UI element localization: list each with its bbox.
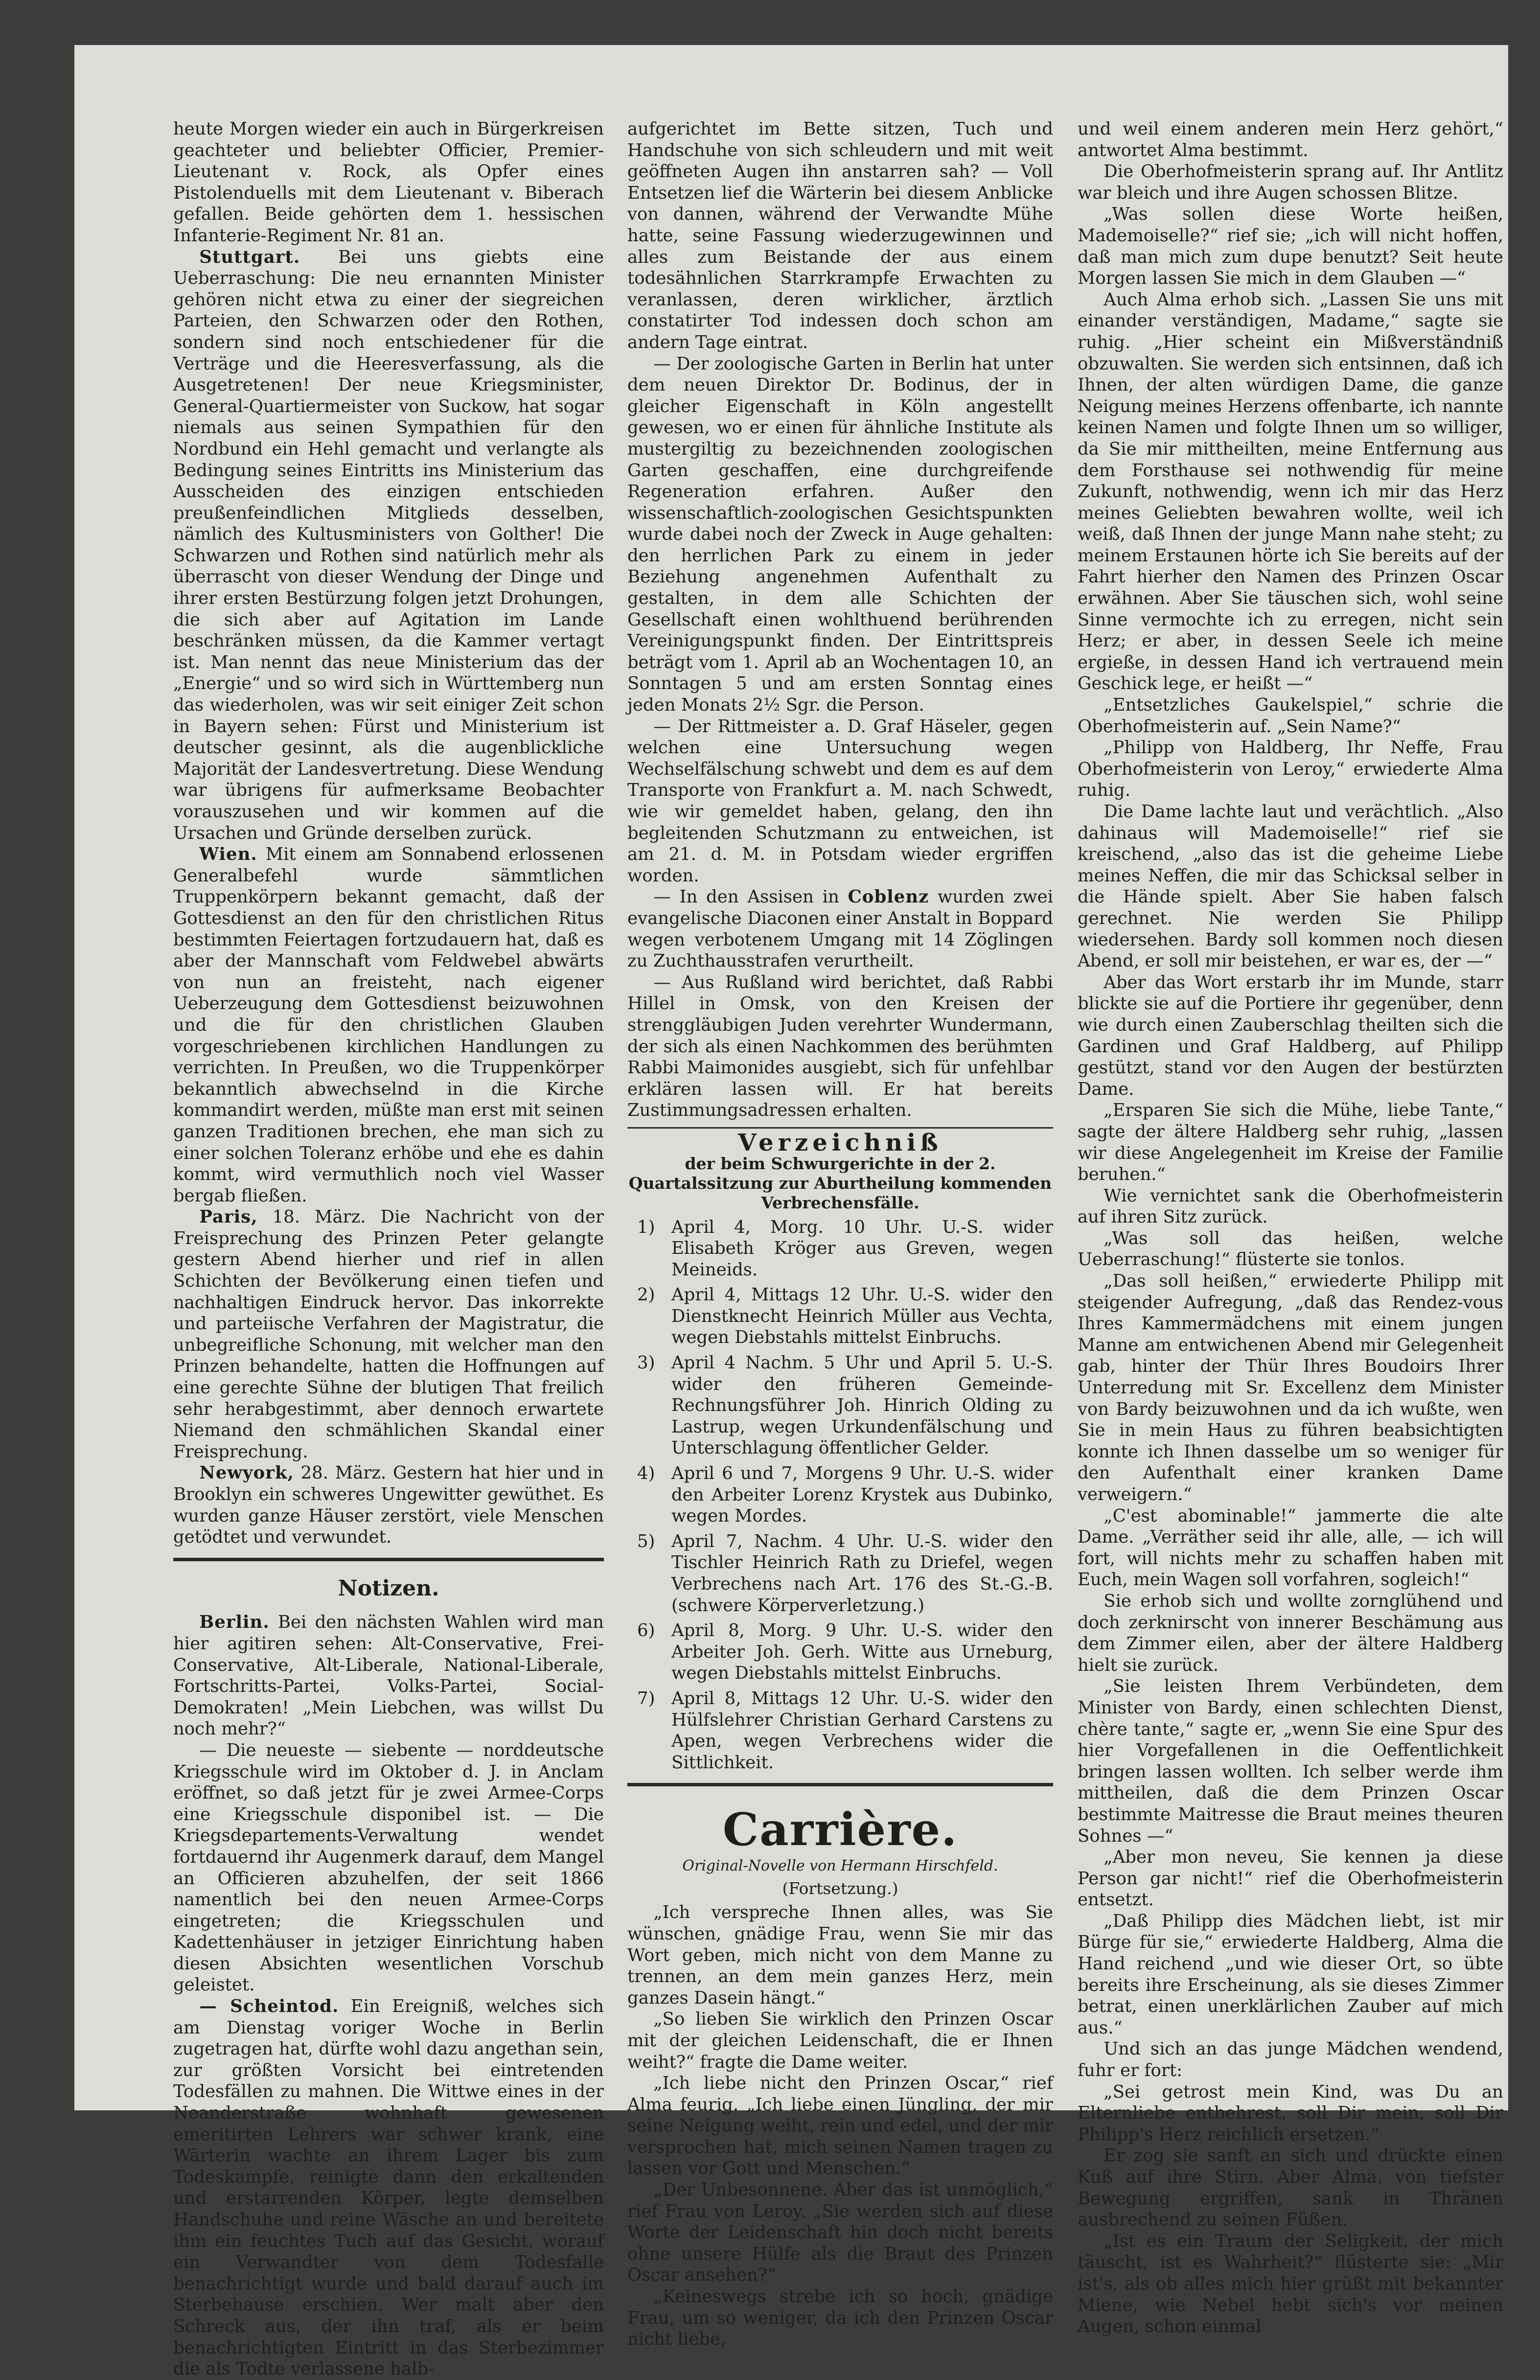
novel-paragraph: „Aber mon neveu, Sie kennen ja diese Person gar nicht!“ rief die Oberhofmeisterin entsetzt.: [1078, 1847, 1503, 1910]
list-item-text: April 4, Morg. 10 Uhr. U.-S. wider Elisabeth Kröger aus Greven, wegen Meineids.: [671, 1217, 1053, 1280]
text-wien: Mit einem am Sonnabend erlossenen Generalbefehl wurde sämmtlichen Truppenkörpern bekannt gemacht, daß der Gottesdienst an den für den christlichen Ritus bestimmten Feiertagen fortzudauern hat, daß es aber der Mannschaft vom Feldwebel abwärts von nun an freisteht, nach eigener Ueberzeugung dem Gottesdienst beizuwohnen und die für den christlichen Glauben vorgeschriebenen kirchlichen Handlungen zu verrichten. In Preußen, wo die Truppenkörper bekanntlich abwechselnd in die Kirche kommandirt werden, müßte man erst mit seinen ganzen Traditionen brechen, ehe man sich zu einer solchen Toleranz erhöbe und ehe es dahin kommt, wird vermuthlich noch viel Wasser bergab fließen.: [173, 844, 604, 1206]
novel-paragraph: „Der Unbesonnene. Aber das ist unmöglich,“ rief Frau von Leroy. „Sie werden sich auf diese Worte der Leidenschaft hin doch nicht bereits ohne unsere Hülfe als die Braut des Prinzen Oscar ansehen?“: [627, 2180, 1053, 2286]
list-item-text: April 4 Nachm. 5 Uhr und April 5. U.-S. wider den früheren Gemeinde-Rechnungsführer Joh. Hinrich Olding zu Lastrup, wegen Urkundenfälschung und Unterschlagung öffentlicher Gelder.: [671, 1353, 1053, 1458]
text-paris: 18. März. Die Nachricht von der Freisprechung des Prinzen Peter gelangte gestern Abend hierher und rief in allen Schichten der Bevölkerung einen tiefen und nachhaltigen Eindruck hervor. Das inkorrekte und parteiische Verfahren der Magistratur, die unbegreifliche Schonung, mit welcher man den Prinzen behandelte, hatten die Hoffnungen auf eine gerechte Sühne der blutigen That freilich sehr herabgestimmt, aber dennoch erwartete Niemand den schmählichen Skandal einer Freisprechung.: [173, 1207, 604, 1462]
newspaper-page: [74, 45, 1508, 2380]
list-item: [627, 1688, 1053, 1773]
paragraph-scheintod: [173, 1996, 604, 2380]
list-item-text: April 4, Mittags 12 Uhr. U.-S. wider den Dienstknecht Heinrich Müller aus Vechta, wegen Diebstahls mittelst Einbruchs.: [671, 1285, 1053, 1348]
list-item-text: April 7, Nachm. 4 Uhr. U.-S. wider den Tischler Heinrich Rath zu Driefel, wegen Verbrechens nach Art. 176 des St.-G.-B. (schwere Körperverletzung.): [671, 1531, 1053, 1616]
dateline-paris: Paris,: [199, 1207, 258, 1227]
list-item-number: 6): [637, 1620, 655, 1641]
novel-title: Carrière.: [722, 1803, 958, 1856]
novel-paragraph: „Ersparen Sie sich die Mühe, liebe Tante,“ sagte der ältere Haldberg sehr ruhig, „lassen wir diese Angelegenheit im Kreise der Familie beruhen.“: [1078, 1100, 1503, 1185]
novel-continuation-note: (Fortsetzung.): [782, 1879, 898, 1898]
novel-paragraph: „Was sollen diese Worte heißen, Mademoiselle?“ rief sie; „ich will nicht hoffen, daß man mich zum dupe benutzt? Seit heute Morgen lassen Sie mich in dem Glauben —“: [1078, 204, 1503, 289]
paragraph-haeseler: — Der Rittmeister a. D. Graf Häseler, gegen welchen eine Untersuchung wegen Wechselfälschung schwebt und dem es auf dem Transporte von Frankfurt a. M. nach Schwedt, wie wir gemeldet haben, gelang, den ihn begleitenden Schutzmann zu entweichen, ist am 21. d. M. in Potsdam wieder ergriffen worden.: [627, 716, 1053, 886]
list-item-number: 5): [637, 1531, 655, 1551]
paragraph-zoo: — Der zoologische Garten in Berlin hat unter dem neuen Direktor Dr. Bodinus, der in gleicher Eigenschaft in Köln angestellt gewesen, wo er einen für ähnliche Institute als mustergiltig zu bezeichnenden zoologischen Garten geschaffen, eine durchgreifende Regeneration erfahren. Außer den wissenschaftlich-zoologischen Gesichtspunkten wurde dabei noch der Zweck in Auge gehalten: den herrlichen Park zu einem in jeder Beziehung angenehmen Aufenthalt zu gestalten, in dem alle Schichten der Gesellschaft einen wohlthuend berührenden Vereinigungspunkt finden. Der Eintrittspreis beträgt vom 1. April ab an Wochentagen 10, an Sonntagen 5 und am ersten Sonntag eines jeden Monats 2½ Sgr. die Person.: [627, 353, 1053, 716]
list-item-number: 1): [637, 1217, 655, 1237]
paragraph-omsk: — Aus Rußland wird berichtet, daß Rabbi Hillel in Omsk, von den Kreisen der strenggläubigen Juden verehrter Wundermann, der sich als einen Nachkommen des berühmten Rabbi Maimonides ausgiebt, sich für unfehlbar erklären lassen will. Er hat bereits Zustimmungsadressen erhalten.: [627, 972, 1053, 1121]
novel-paragraph: „Daß Philipp dies Mädchen liebt, ist mir Bürge für sie,“ erwiederte Haldberg, Alma die Hand reichend „und wie dieser Ort, so übte bereits ihre Erscheinung, als sie dieses Zimmer betrat, einen unerklärlichen Zauber auf mich aus.“: [1078, 1911, 1503, 2038]
novel-paragraph: „Sei getrost mein Kind, was Du an Elternliebe entbehrest, soll Dir mein, soll Dir Philipp's Herz reichlich ersetzen.“: [1078, 2081, 1503, 2145]
paragraph-duel: heute Morgen wieder ein auch in Bürgerkreisen geachteter und beliebter Officier, Premier-Lieutenant v. Rock, als Opfer eines Pistolenduells mit dem Lieutenant v. Biberach gefallen. Beide gehörten dem 1. hessischen Infanterie-Regiment Nr. 81 an.: [173, 119, 604, 246]
list-item-text: April 6 und 7, Morgens 9 Uhr. U.-S. wider den Arbeiter Lorenz Krystek aus Dubinko, wegen Mordes.: [671, 1463, 1053, 1526]
paragraph-scheintod-continued: aufgerichtet im Bette sitzen, Tuch und Handschuhe von sich schleudern und mit weit geöffneten Augen ihn anstarren sah? — Voll Entsetzen lief die Wärterin bei diesem Anblicke von dannen, während der Verwandte Mühe hatte, seine Fassung wiederzugewinnen und alles zum Beistande der aus einem todesähnlichen Starrkrampfe Erwachten zu veranlassen, deren wirklicher, ärztlich constatirter Tod indessen doch schon am andern Tage eintrat.: [627, 119, 1053, 352]
list-item-number: 4): [637, 1463, 655, 1484]
dateline-newyork: Newyork,: [199, 1463, 294, 1483]
list-item: [627, 1620, 1053, 1684]
paragraph-kriegsschule: — Die neueste — siebente — norddeutsche Kriegsschule wird im Oktober d. J. in Anclam eröffnet, so daß jetzt für je zwei Armee-Corps eine Kriegsschule disponibel ist. — Die Kriegsdepartements-Verwaltung wendet fortdauernd ihr Augenmerk darauf, dem Mangel an Officieren abzuhelfen, der seit 1866 namentlich bei den neuen Armee-Corps eingetreten; die Kriegsschulen und Kadettenhäuser in jetziger Einrichtung haben diesen Absichten wesentlichen Vorschub geleistet.: [173, 1740, 604, 1995]
text-coblenz: wurden zwei evangelische Diaconen einer Anstalt in Boppard wegen verbotenem Umgang mit 14 Zöglingen zu Zuchthausstrafen verurtheilt.: [627, 887, 1053, 971]
text-berlin: Bei den nächsten Wahlen wird man hier agitiren sehen: Alt-Conservative, Frei-Conservative, Alt-Liberale, National-Liberale, Fortschritts-Partei, Volks-Partei, Social-Demokraten! „Mein Liebchen, was willst Du noch mehr?“: [173, 1612, 604, 1739]
dateline-scheintod: — Scheintod.: [199, 1996, 339, 2017]
section-divider: [173, 1558, 604, 1561]
novel-paragraph: und weil einem anderen mein Herz gehört,“ antwortet Alma bestimmt.: [1078, 119, 1503, 161]
novel-paragraph: „Ist es ein Traum der Seligkeit, der mich täuscht, ist es Wahrheit?“ flüsterte sie: „Mir ist's, als ob alles mich hier grüßt mit bekannter Miene, wie Nebel hebt sich's vor meinen Augen, schon einmal: [1078, 2231, 1503, 2337]
list-title-verzeichniss: Verzeichniß: [738, 1129, 942, 1156]
novel-paragraph: Und sich an das junge Mädchen wendend, fuhr er fort:: [1078, 2039, 1503, 2081]
list-item: [627, 1463, 1053, 1527]
list-item: [627, 1284, 1053, 1348]
novel-paragraph: Die Dame lachte laut und verächtlich. „Also dahinaus will Mademoiselle!“ rief sie kreischend, „also das ist die geheime Liebe meines Neffen, die mir das Schicksal selber in die Hände spielt. Aber Sie haben falsch gerechnet. Nie werden Sie Philipp wiedersehen. Bardy soll kommen noch diesen Abend, er soll mir beistehen, er war es, der —“: [1078, 802, 1503, 971]
dateline-coblenz: Coblenz: [848, 887, 929, 907]
list-item-number: 7): [637, 1688, 655, 1709]
paragraph-paris: [173, 1206, 604, 1462]
paragraph-stuttgart: [173, 247, 604, 844]
novel-paragraph: „So lieben Sie wirklich den Prinzen Oscar mit der gleichen Leidenschaft, die er Ihnen weiht?“ fragte die Dame weiter.: [627, 2009, 1053, 2072]
novel-paragraph: Sie erhob sich und wollte zornglühend und doch zerknirscht von innerer Beschämung aus dem Zimmer eilen, aber der ältere Haldberg hielt sie zurück.: [1078, 1591, 1503, 1675]
text-stuttgart: Bei uns giebts eine Ueberraschung: Die neu ernannten Minister gehören nicht etwa zu einer der siegreichen Parteien, den Schwarzen oder den Rothen, sondern sind noch entschiedener für die Verträge und die Heeresverfassung, als die Ausgetretenen! Der neue Kriegsminister, General-Quartiermeister von Suckow, hat sogar niemals aus seinen Sympathien für den Nordbund ein Hehl gemacht und verlangte als Bedingung seines Eintritts ins Ministerium das Ausscheiden des einzigen entschieden preußenfeindlichen Mitglieds desselben, nämlich des Kultusministers von Golther! Die Schwarzen und Rothen sind natürlich mehr als überrascht von dieser Wendung der Dinge und ihrer ersten Bestürzung folgen jetzt Drohungen, die sich aber auf Agitation im Lande beschränken müssen, da die Kammer vertagt ist. Man nennt das neue Ministerium das der „Energie“ und so wird sich in Württemberg nun das wiederholen, was wir seit einiger Zeit schon in Bayern sehen: Fürst und Ministerium ist deutscher gesinnt, als die augenblickliche Majorität der Landesvertretung. Diese Wendung war übrigens für aufmerksame Beobachter vorauszusehen und wir kommen auf die Ursachen und Gründe derselben zurück.: [173, 247, 604, 843]
dateline-stuttgart: Stuttgart.: [199, 247, 300, 267]
novel-paragraph: Die Oberhofmeisterin sprang auf. Ihr Antlitz war bleich und ihre Augen schossen Blitze.: [1078, 162, 1503, 203]
column-left: [173, 118, 604, 2380]
paragraph-coblenz: [627, 886, 1053, 971]
list-item-number: 2): [637, 1285, 655, 1305]
text-newyork: 28. März. Gestern hat hier und in Brooklyn ein schweres Ungewitter gewüthet. Es wurden ganze Häuser zerstört, viele Menschen getödtet und verwundet.: [173, 1463, 604, 1548]
novel-paragraph: „Philipp von Haldberg, Ihr Neffe, Frau Oberhofmeisterin von Leroy,“ erwiederte Alma ruhig.: [1078, 738, 1503, 801]
novel-paragraph: Wie vernichtet sank die Oberhofmeisterin auf ihren Sitz zurück.: [1078, 1185, 1503, 1227]
list-item-text: April 8, Mittags 12 Uhr. U.-S. wider den Hülfslehrer Christian Gerhard Carstens zu Apen, wegen Verbrechens wider die Sittlichkeit.: [671, 1688, 1053, 1773]
novel-paragraph: „Ich verspreche Ihnen alles, was Sie wünschen, gnädige Frau, wenn Sie mir das Wort geben, mich nicht von dem Manne zu trennen, an dem mein ganzes Herz, mein ganzes Dasein hängt.“: [627, 1902, 1053, 2008]
list-item: [627, 1217, 1053, 1281]
list-item-text: April 8, Morg. 9 Uhr. U.-S. wider den Arbeiter Joh. Gerh. Witte aus Urneburg, wegen Diebstahls mittelst Einbruchs.: [671, 1620, 1053, 1684]
paragraph-berlin: [173, 1612, 604, 1740]
novel-paragraph: „Ich liebe nicht den Prinzen Oscar,“ rief Alma feurig. „Ich liebe einen Jüngling, der mir seine Neigung weiht, rein und edel, und der mir versprochen hat, mich seinen Namen tragen zu lassen vor Gott und Menschen.“: [627, 2073, 1053, 2179]
novel-paragraph: „Das soll heißen,“ erwiederte Philipp mit steigender Aufregung, „daß das Rendez-vous Ihres Kammermädchens mit einem jungen Manne am entwichenen Abend mir Gelegenheit gab, hinter der Thür Ihres Boudoirs Ihrer Unterredung mit Sr. Excellenz dem Minister von Bardy beizuwohnen und da ich wußte, wen Sie in mein Haus zu führen beabsichtigten konnte ich Ihnen dasselbe um so weniger für den Aufenthalt einer kranken Dame verweigern.“: [1078, 1271, 1503, 1504]
text-scheintod: Ein Ereigniß, welches sich am Dienstag voriger Woche in Berlin zugetragen hat, dürfte wohl dazu angethan sein, zur größten Vorsicht bei eintretenden Todesfällen zu mahnen. Die Wittwe eines in der Neanderstraße wohnhaft gewesenen emeritirten Lehrers war schwer krank, eine Wärterin wachte an ihrem Lager bis zum Todeskampfe, reinigte dann den erkaltenden und erstarrenden Körper, legte demselben Handschuhe und reine Wäsche an und bereitete ihm ein feuchtes Tuch auf das Gesicht, worauf ein Verwandter von dem Todesfalle benachrichtigt wurde und bald darauf auch im Sterbehause erschien. Wer malt aber den Schreck aus, der ihn traf, als er beim benachrichtigten Eintritt in das Sterbezimmer die als Todte verlassene halb-: [173, 1996, 604, 2380]
list-subtitle: der beim Schwurgerichte in der 2. Quartalssitzung zur Aburtheilung kommenden Verbrechensfälle.: [628, 1154, 1052, 1212]
section-title-notizen: Notizen.: [338, 1575, 439, 1601]
paragraph-wien: [173, 844, 604, 1206]
list-divider: [627, 1127, 1053, 1129]
novel-paragraph: „Keineswegs strebe ich so hoch, gnädige Frau, um so weniger, da ich den Prinzen Oscar nicht liebe,: [627, 2287, 1053, 2350]
dateline-berlin: Berlin.: [199, 1612, 270, 1633]
novel-paragraph: Aber das Wort erstarb ihr im Munde, starr blickte sie auf die Portiere ihr gegenüber, denn wie durch einen Zauberschlag theilten sich die Gardinen und Graf Haldberg, auf Philipp gestützt, stand vor den Augen der bestürzten Dame.: [1078, 972, 1503, 1099]
list-item: [627, 1352, 1053, 1459]
novel-divider: [627, 1783, 1053, 1786]
novel-paragraph: „Entsetzliches Gaukelspiel,“ schrie die Oberhofmeisterin auf. „Sein Name?“: [1078, 695, 1503, 737]
novel-paragraph: „Sie leisten Ihrem Verbündeten, dem Minister von Bardy, einen schlechten Dienst, chère tante,“ sagte er, „wenn Sie eine Spur des hier Vorgefallenen in die Oeffentlichkeit bringen lassen wollten. Ich selber werde ihm mittheilen, daß die dem Prinzen Oscar bestimmte Maitresse die Braut meines theuren Sohnes —“: [1078, 1676, 1503, 1846]
dateline-wien: Wien.: [199, 844, 257, 865]
novel-paragraph: Er zog sie sanft an sich und drückte einen Kuß auf ihre Stirn. Aber Alma, von tiefster Bewegung ergriffen, sank in Thränen ausbrechend zu seinen Füßen.: [1078, 2146, 1503, 2230]
list-item-number: 3): [637, 1353, 655, 1373]
paragraph-newyork: [173, 1462, 604, 1548]
novel-paragraph: „C'est abominable!“ jammerte die alte Dame. „Verräther seid ihr alle, alle, — ich will fort, will nichts mehr zu schaffen haben mit Euch, mein Wagen soll vorfahren, sogleich!“: [1078, 1505, 1503, 1590]
list-item: [627, 1531, 1053, 1616]
column-right: [1078, 118, 1503, 2337]
novel-paragraph: „Was soll das heißen, welche Ueberraschung!“ flüsterte sie tonlos.: [1078, 1228, 1503, 1270]
column-middle: [627, 118, 1053, 2350]
novel-paragraph: Auch Alma erhob sich. „Lassen Sie uns mit einander verständigen, Madame,“ sagte sie ruhig. „Hier scheint ein Mißverständniß obzuwalten. Sie werden sich entsinnen, daß ich Ihnen, der alten würdigen Dame, die ganze Neigung meines Herzens offenbarte, ich nannte keinen Namen und folgte Ihnen um so williger, da Sie mir mittheilten, meine Entfernung aus dem Forsthause sei nothwendig für meine Zukunft, nothwendig, wenn ich mir das Herz meines Geliebten bewahren wollte, weil ich weiß, daß Ihnen der junge Mann nahe steht; zu meinem Erstaunen hörte ich Sie bereits auf der Fahrt hierher den Namen des Prinzen Oscar erwähnen. Aber Sie täuschen sich, wohl seine Sinne vermochte ich zu erregen, nicht sein Herz; er aber, in dessen Seele ich meine ergieße, in dessen Hand ich vertrauend mein Geschick lege, er heißt —“: [1078, 289, 1503, 694]
novel-byline: Original-Novelle von Hermann Hirschfeld.: [682, 1857, 998, 1875]
text-coblenz-pre: — In den Assisen in: [653, 887, 848, 907]
